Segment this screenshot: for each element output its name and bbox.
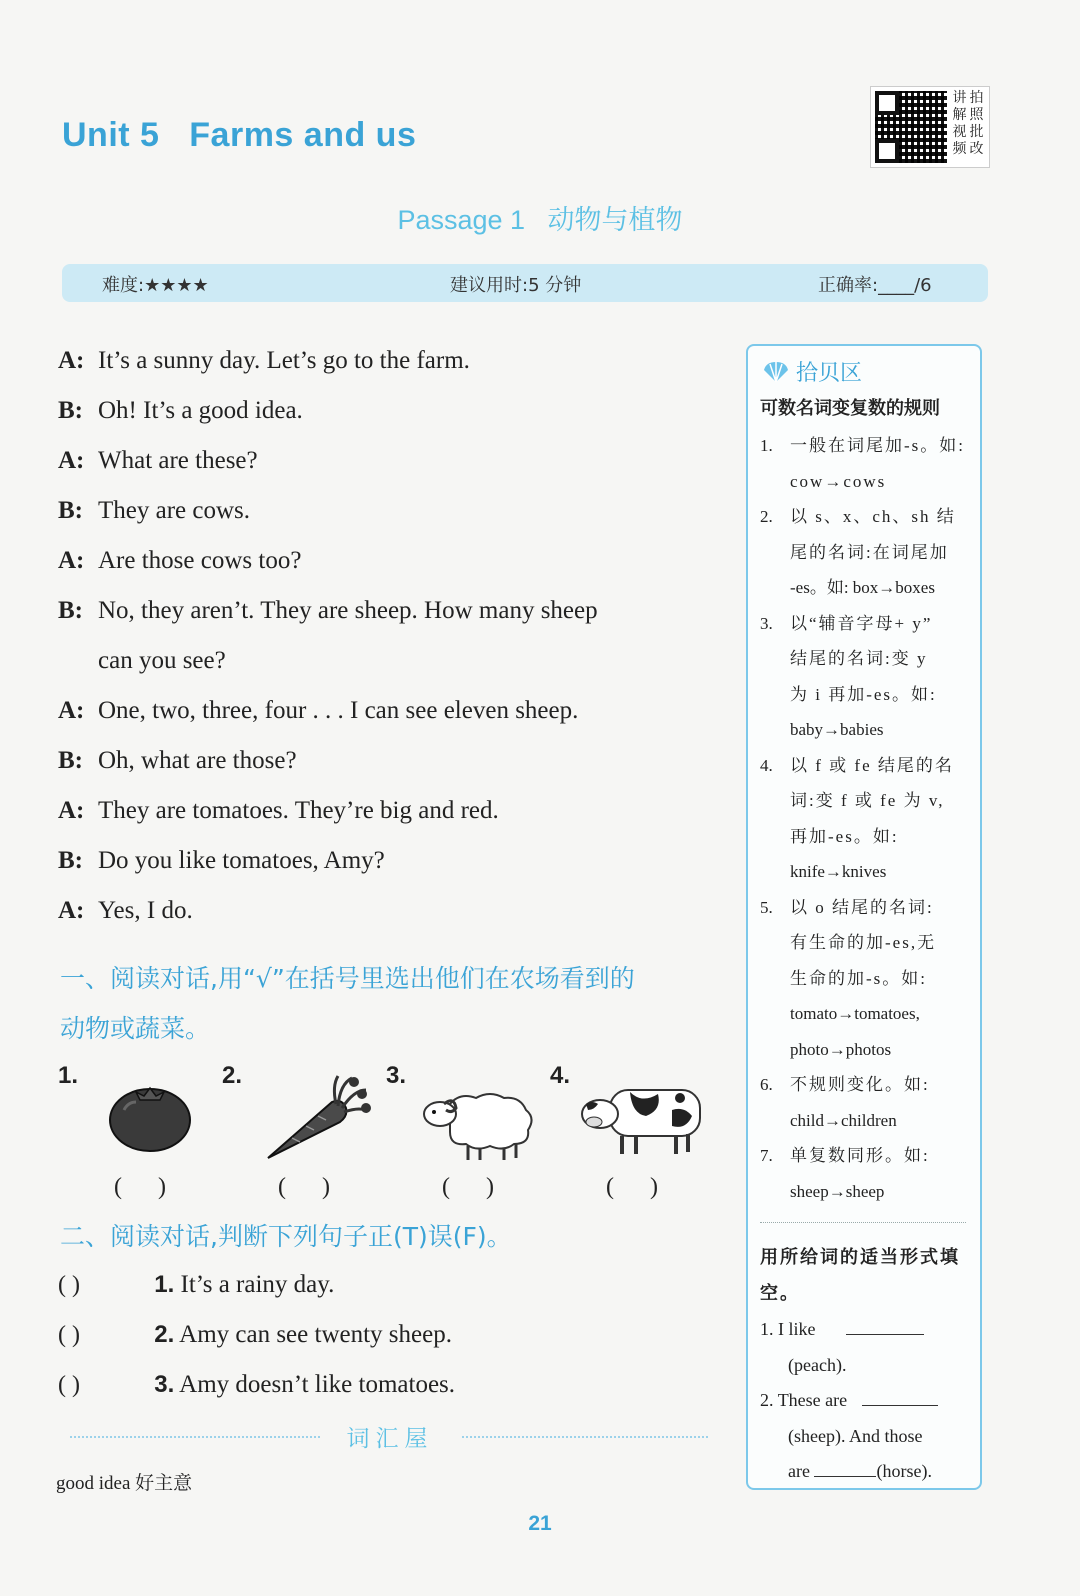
answer-blank[interactable] bbox=[846, 1314, 924, 1335]
suggested-time: 建议用时:5 分钟 bbox=[450, 275, 582, 296]
answer-paren[interactable]: ( ) bbox=[58, 1272, 80, 1298]
answer-paren[interactable]: ( ) bbox=[58, 1322, 80, 1348]
qr-code[interactable] bbox=[870, 86, 990, 168]
dialogue-line: A: It’s a sunny day. Let’s go to the farm. bbox=[58, 347, 470, 374]
rule-item: 5. 以 o 结尾的名词: 有生命的加-es,无 生命的加-s。如: tomato→tomatoes, photo→photos bbox=[760, 897, 937, 1059]
picture-choices bbox=[58, 1060, 738, 1210]
dialogue-line: B: No, they aren’t. They are sheep. How many sheep bbox=[58, 597, 598, 624]
fill-item: 2. These are bbox=[760, 1383, 972, 1419]
passage-title: Passage 1 动物与植物 bbox=[397, 205, 683, 235]
sheep-icon bbox=[420, 1084, 538, 1162]
sidebar-divider bbox=[760, 1222, 966, 1223]
unit-title: Unit 5 Farms and us bbox=[62, 116, 417, 154]
rule-item: 4. 以 f 或 fe 结尾的名 词:变 f 或 fe 为 v, 再加-es。如: knife→knives bbox=[760, 755, 954, 881]
dialogue-line: A: Are those cows too? bbox=[58, 547, 302, 574]
answer-blank[interactable] bbox=[862, 1385, 938, 1406]
fill-item: 1. I like bbox=[760, 1312, 972, 1348]
true-false-list bbox=[58, 1260, 738, 1410]
sidebar-heading: 拾贝区 bbox=[762, 356, 862, 387]
qr-code-icon bbox=[875, 91, 947, 163]
dialogue-line: A: What are these? bbox=[58, 447, 258, 474]
rule-item: 7. 单复数同形。如: sheep→sheep bbox=[760, 1146, 930, 1201]
choice-item: 4. ( ) bbox=[550, 1060, 730, 1210]
tf-item: ( ) 1. It’s a rainy day. bbox=[58, 1260, 738, 1310]
dialogue-line: A: They are tomatoes. They’re big and red. bbox=[58, 797, 499, 824]
cow-icon bbox=[580, 1080, 710, 1160]
rule-item: 6. 不规则变化。如: child→children bbox=[760, 1075, 930, 1130]
dialogue-line: A: One, two, three, four . . . I can see eleven sheep. bbox=[58, 697, 579, 724]
choice-item: 3. ( ) bbox=[386, 1060, 546, 1210]
section1-title: 一、阅读对话,用“√”在括号里选出他们在农场看到的 动物或蔬菜。 bbox=[60, 964, 635, 1043]
carrot-icon bbox=[262, 1072, 372, 1162]
dialogue bbox=[58, 336, 738, 936]
difficulty: 难度:★★★★ bbox=[102, 275, 209, 296]
dialogue-line-continued: can you see? bbox=[98, 647, 226, 674]
vocab-title: 词汇屋 bbox=[346, 1426, 434, 1452]
info-bar bbox=[62, 264, 988, 302]
tips-sidebar bbox=[746, 344, 982, 1490]
dialogue-line: B: Oh, what are those? bbox=[58, 747, 297, 774]
section2-title: 二、阅读对话,判断下列句子正(T)误(F)。 bbox=[60, 1222, 512, 1251]
choice-item: 1. ( ) bbox=[58, 1060, 218, 1210]
tf-item: ( ) 3. Amy doesn’t like tomatoes. bbox=[58, 1360, 738, 1410]
answer-paren[interactable]: ( ) bbox=[442, 1174, 494, 1200]
plural-rules bbox=[760, 428, 972, 1209]
answer-paren[interactable]: ( ) bbox=[278, 1174, 330, 1200]
dialogue-line: B: Do you like tomatoes, Amy? bbox=[58, 847, 385, 874]
tf-item: ( ) 2. Amy can see twenty sheep. bbox=[58, 1310, 738, 1360]
answer-blank[interactable] bbox=[814, 1456, 876, 1477]
answer-paren[interactable]: ( ) bbox=[114, 1174, 166, 1200]
page-number: 21 bbox=[528, 1512, 552, 1535]
shell-icon bbox=[762, 360, 790, 384]
dialogue-line: A: Yes, I do. bbox=[58, 897, 193, 924]
choice-item: 2. ( ) bbox=[222, 1060, 382, 1210]
answer-paren[interactable]: ( ) bbox=[606, 1174, 658, 1200]
sidebar-subtitle: 可数名词变复数的规则 bbox=[760, 398, 940, 419]
dialogue-line: B: They are cows. bbox=[58, 497, 251, 524]
vocab-gloss: good idea 好主意 bbox=[56, 1473, 193, 1494]
qr-labels: 讲 拍 解 照 视 批 频 改 bbox=[952, 90, 984, 157]
dialogue-line: B: Oh! It’s a good idea. bbox=[58, 397, 303, 424]
rule-item: 2. 以 s、x、ch、sh 结 尾的名词:在词尾加 -es。如: box→boxes bbox=[760, 507, 956, 597]
accuracy: 正确率:____/6 bbox=[818, 275, 932, 296]
tomato-icon bbox=[106, 1082, 196, 1152]
fill-in-exercise: 1. I like (peach). 2. These are (sheep). And those are (horse). bbox=[760, 1312, 972, 1490]
answer-paren[interactable]: ( ) bbox=[58, 1372, 80, 1398]
exercise-title: 用所给词的适当形式填空。 bbox=[760, 1247, 960, 1304]
rule-item: 1. 一般在词尾加-s。如: cow→cows bbox=[760, 436, 965, 491]
rule-item: 3. 以“辅音字母+ y” 结尾的名词:变 y 为 i 再加-es。如: baby→babies bbox=[760, 613, 937, 739]
